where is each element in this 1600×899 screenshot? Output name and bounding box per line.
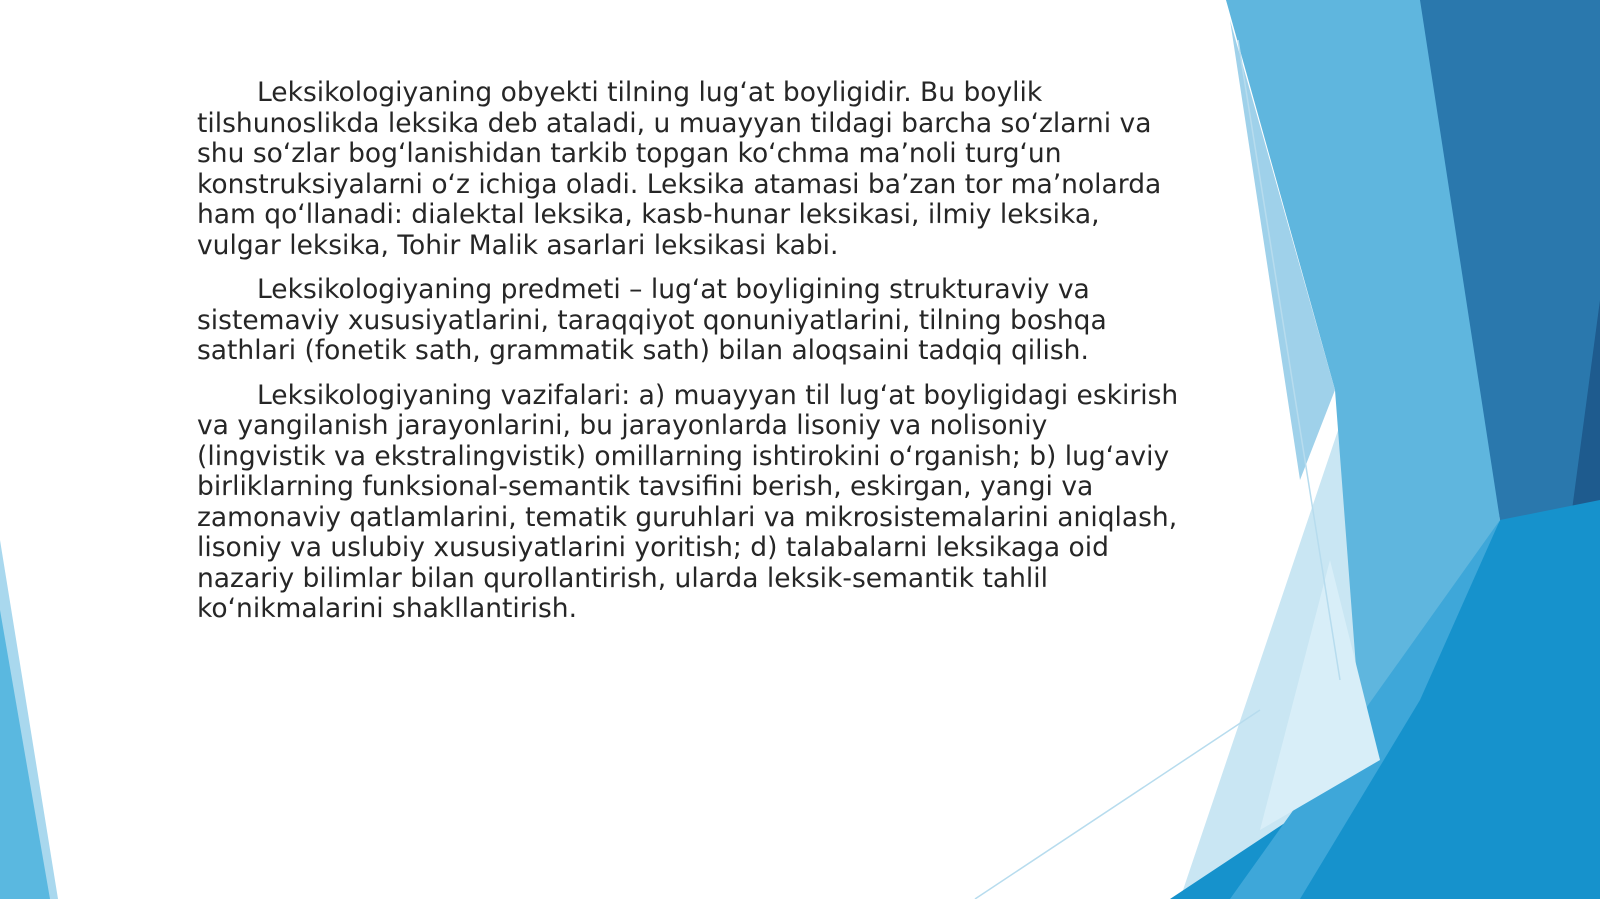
paragraph-tasks: Leksikologiyaning vazifalari: a) muayyan til lug‘at boyligidagi eskirish va yangilanish jarayonlarini, bu jarayonlarda lisoniy va nolisoniy (lingvistik va ekstralingvistik) omillarning ishtirokini o‘rganish; b) lug‘aviy birliklarning funksional-semantik tavsifini berish, eskirgan, yangi va zamonaviy qatlamlarini, tematik guruhlari va mikrosistemalarini aniqlash, lisoniy va uslubiy xususiyatlarini yoritish; d) talabalarni leksikaga oid nazariy bilimlar bilan qurollantirish, ularda leksik-semantik tahlil ko‘nikmalarini shakllantirish. [197, 379, 1179, 624]
paragraph-object: Leksikologiyaning obyekti tilning lug‘at boyligidir. Bu boylik tilshunoslikda leksika deb ataladi, u muayyan tildagi barcha so‘zlarni va shu so‘zlar bog‘lanishidan tarkib topgan ko‘chma ma’noli turg‘un konstruksiyalarni o‘z ichiga oladi. Leksika atamasi ba’zan tor ma’nolarda ham qo‘llanadi: dialektal leksika, kasb-hunar leksikasi, ilmiy leksika, vulgar leksika, Tohir Malik asarlari leksikasi kabi. [197, 77, 1162, 261]
slide-body [197, 78, 1182, 639]
paragraph-subject: Leksikologiyaning predmeti – lug‘at boyligining strukturaviy va sistemaviy xususiyatlarini, taraqqiyot qonuniyatlarini, tilning boshqa sathlari (fonetik sath, grammatik sath) bilan aloqsaini tadqiq qilish. [197, 274, 1107, 366]
